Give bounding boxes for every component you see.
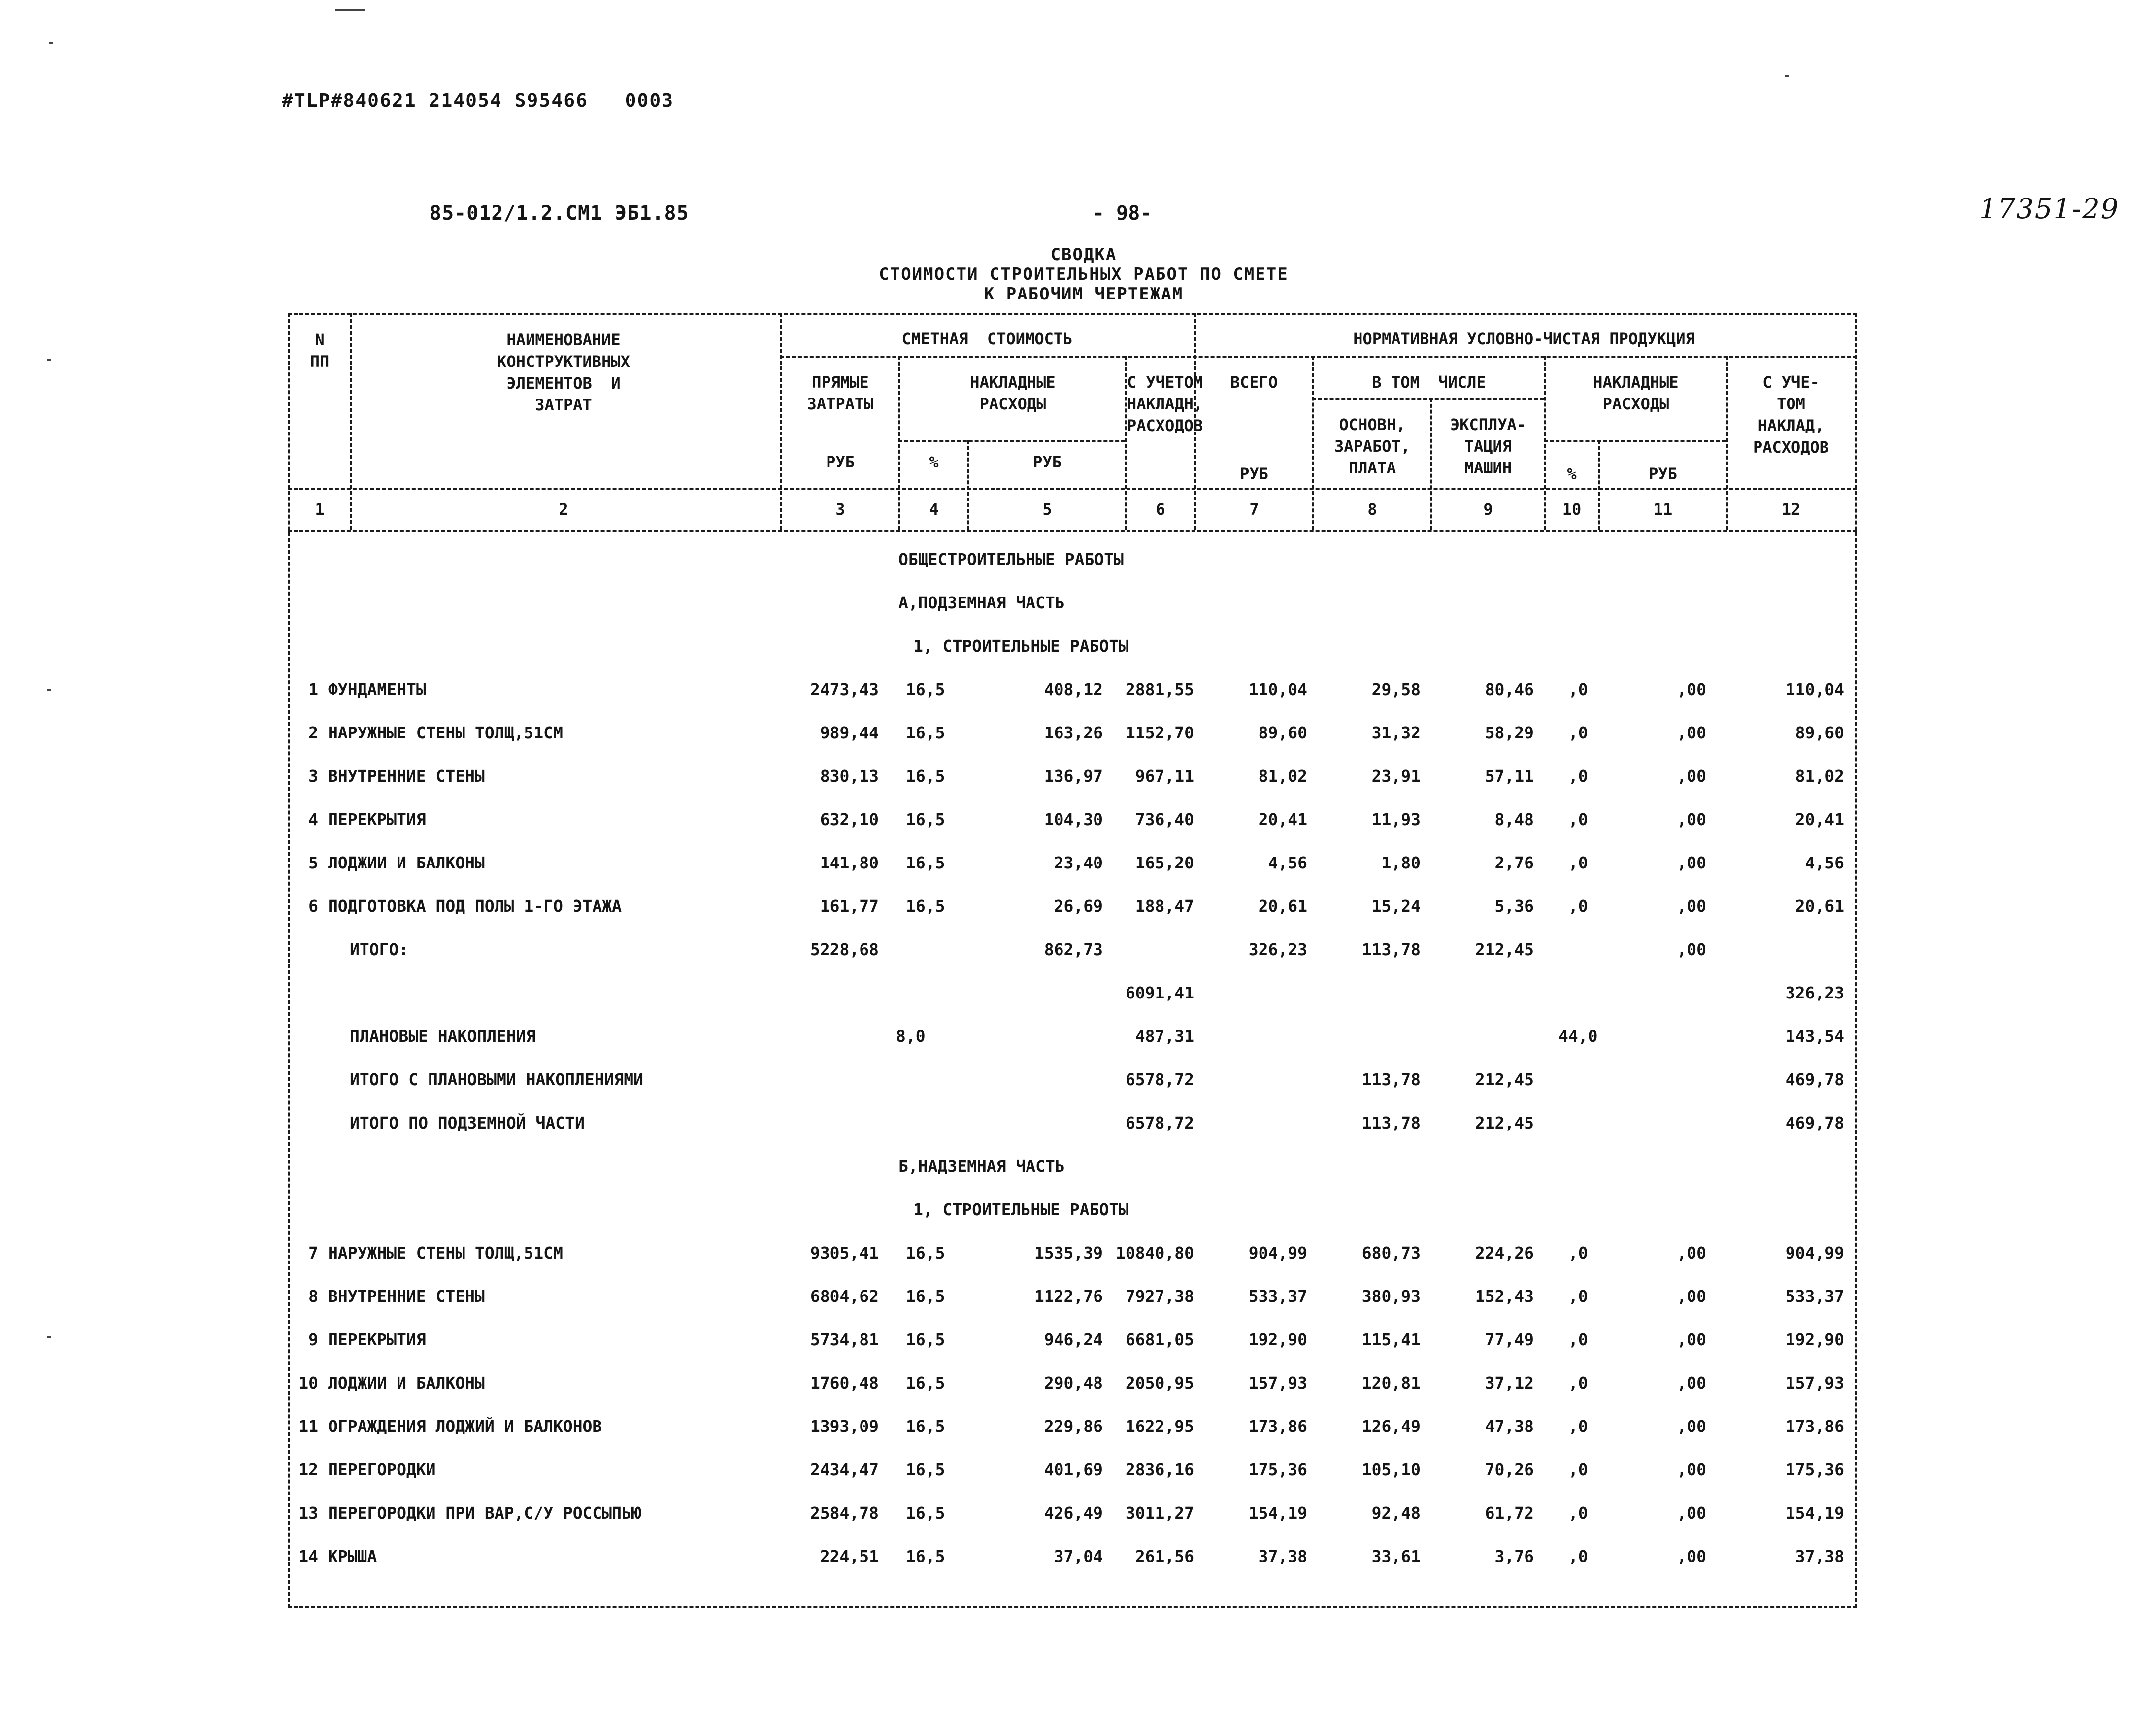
cell-c12: 173,86 xyxy=(1785,1417,1844,1436)
header-unit-rub: РУБ xyxy=(1033,453,1061,471)
title-line-2: СТОИМОСТИ СТРОИТЕЛЬНЫХ РАБОТ ПО СМЕТЕ xyxy=(879,265,1289,284)
cell-c11: ,00 xyxy=(1677,1243,1706,1263)
cell-c3: 141,80 xyxy=(820,853,879,872)
cell-c6: 188,47 xyxy=(1135,897,1194,916)
cell-c11: ,00 xyxy=(1677,897,1706,916)
cell-c12: 143,54 xyxy=(1785,1027,1844,1046)
cell-c12: 20,61 xyxy=(1795,897,1844,916)
cell-c10: 44,0 xyxy=(1559,1027,1598,1046)
cell-c8: 11,93 xyxy=(1371,810,1421,829)
cell-c6: 2836,16 xyxy=(1125,1460,1194,1479)
cell-c8: 33,61 xyxy=(1371,1547,1421,1566)
cell-c7: 154,19 xyxy=(1248,1503,1307,1523)
row-name: ИТОГО: xyxy=(350,940,409,959)
cell-c5: 290,48 xyxy=(1044,1373,1103,1393)
cell-c9: 8,48 xyxy=(1494,810,1534,829)
table-rule xyxy=(780,356,1857,358)
cell-c10: ,0 xyxy=(1568,1243,1588,1263)
header-basic-wage: ОСНОВН, ЗАРАБОТ, ПЛАТА xyxy=(1334,415,1411,477)
cell-c9: 212,45 xyxy=(1475,1113,1534,1132)
row-name: ПОДГОТОВКА ПОД ПОЛЫ 1-ГО ЭТАЖА xyxy=(328,897,622,916)
cell-c9: 224,26 xyxy=(1475,1243,1534,1263)
cell-c6: 1152,70 xyxy=(1125,723,1194,742)
cell-c6: 165,20 xyxy=(1135,853,1194,872)
cell-c12: 37,38 xyxy=(1795,1547,1844,1566)
cell-c12: 4,56 xyxy=(1805,853,1844,872)
cell-c7: 157,93 xyxy=(1248,1373,1307,1393)
cell-c5: 229,86 xyxy=(1044,1417,1103,1436)
cell-c4: 16,5 xyxy=(906,766,945,786)
cell-c11: ,00 xyxy=(1677,940,1706,959)
cell-c6: 6578,72 xyxy=(1125,1070,1194,1089)
cell-c8: 115,41 xyxy=(1361,1330,1421,1349)
cell-c3: 830,13 xyxy=(820,766,879,786)
table-rule xyxy=(1544,440,1726,442)
summary-table xyxy=(288,313,1857,1609)
row-name: ЛОДЖИИ И БАЛКОНЫ xyxy=(328,1373,485,1393)
cell-c5: 426,49 xyxy=(1044,1503,1103,1523)
cell-c8: 23,91 xyxy=(1371,766,1421,786)
cell-c9: 80,46 xyxy=(1485,680,1534,699)
cell-c12: 81,02 xyxy=(1795,766,1844,786)
cell-c3: 5734,81 xyxy=(810,1330,879,1349)
cell-c10: ,0 xyxy=(1568,810,1588,829)
row-name: ИТОГО С ПЛАНОВЫМИ НАКОПЛЕНИЯМИ xyxy=(350,1070,644,1089)
cell-c12: 110,04 xyxy=(1785,680,1844,699)
cell-c11: ,00 xyxy=(1677,680,1706,699)
row-name: НАРУЖНЫЕ СТЕНЫ ТОЛЩ,51СМ xyxy=(328,1243,563,1263)
cell-c5: 1122,76 xyxy=(1034,1287,1103,1306)
header-direct-costs: ПРЯМЫЕ ЗАТРАТЫ xyxy=(807,373,874,413)
cell-c11: ,00 xyxy=(1677,1547,1706,1566)
section-aboveground: Б,НАДЗЕМНАЯ ЧАСТЬ xyxy=(898,1157,1065,1176)
title-line-3: К РАБОЧИМ ЧЕРТЕЖАМ xyxy=(984,284,1184,304)
row-number: 13 xyxy=(299,1503,318,1523)
row-number: 4 xyxy=(308,810,318,829)
cell-c10: ,0 xyxy=(1568,1460,1588,1479)
cell-c8: 113,78 xyxy=(1361,1070,1421,1089)
column-number: 1 xyxy=(315,500,325,519)
cell-c8: 15,24 xyxy=(1371,897,1421,916)
header-n: N ПП xyxy=(310,331,330,371)
cell-c5: 136,97 xyxy=(1044,766,1103,786)
row-number: 12 xyxy=(299,1460,318,1479)
header-including: В ТОМ ЧИСЛЕ xyxy=(1372,373,1486,392)
cell-c10: ,0 xyxy=(1568,766,1588,786)
section-construction-works: 1, СТРОИТЕЛЬНЫЕ РАБОТЫ xyxy=(913,636,1129,656)
header-machine-operation: ЭКСПЛУА- ТАЦИЯ МАШИН xyxy=(1450,415,1526,477)
cell-c7: 20,41 xyxy=(1258,810,1307,829)
row-name: ПЕРЕКРЫТИЯ xyxy=(328,810,426,829)
row-name: ПЛАНОВЫЕ НАКОПЛЕНИЯ xyxy=(350,1027,536,1046)
cell-c3: 161,77 xyxy=(820,897,879,916)
cell-c3: 9305,41 xyxy=(810,1243,879,1263)
cell-c12: 154,19 xyxy=(1785,1503,1844,1523)
cell-c6: 487,31 xyxy=(1135,1027,1194,1046)
handwritten-mark: 17351-29 xyxy=(1979,193,2120,225)
cell-c8: 126,49 xyxy=(1361,1417,1421,1436)
cell-c11: ,00 xyxy=(1677,1460,1706,1479)
cell-c3: 6804,62 xyxy=(810,1287,879,1306)
row-number: 6 xyxy=(308,897,318,916)
row-number: 10 xyxy=(299,1373,318,1393)
table-rule xyxy=(288,313,290,1608)
cell-c10: ,0 xyxy=(1568,853,1588,872)
table-rule xyxy=(288,530,1857,532)
section-general-works: ОБЩЕСТРОИТЕЛЬНЫЕ РАБОТЫ xyxy=(898,550,1124,569)
cell-c6: 3011,27 xyxy=(1125,1503,1194,1523)
cell-c4: 16,5 xyxy=(906,810,945,829)
cell-c6: 2881,55 xyxy=(1125,680,1194,699)
column-number: 10 xyxy=(1562,500,1582,519)
row-name: ПЕРЕГОРОДКИ ПРИ ВАР,С/У РОССЫПЬЮ xyxy=(328,1503,641,1523)
cell-c11: ,00 xyxy=(1677,723,1706,742)
cell-c5: 23,40 xyxy=(1054,853,1103,872)
cell-c6: 6681,05 xyxy=(1125,1330,1194,1349)
cell-c9: 47,38 xyxy=(1485,1417,1534,1436)
cell-c12: 469,78 xyxy=(1785,1070,1844,1089)
cell-c6: 1622,95 xyxy=(1125,1417,1194,1436)
document-id: #TLP#840621 214054 S95466 0003 xyxy=(282,90,674,111)
header-unit-percent: % xyxy=(929,453,939,471)
cell-c8: 680,73 xyxy=(1361,1243,1421,1263)
row-name: ВНУТРЕННИЕ СТЕНЫ xyxy=(328,766,485,786)
cell-c3: 224,51 xyxy=(820,1547,879,1566)
cell-c10: ,0 xyxy=(1568,1547,1588,1566)
cell-c10: ,0 xyxy=(1568,897,1588,916)
section-underground: А,ПОДЗЕМНАЯ ЧАСТЬ xyxy=(898,593,1065,612)
cell-c6: 261,56 xyxy=(1135,1547,1194,1566)
cell-c7: 20,61 xyxy=(1258,897,1307,916)
cell-c5: 1535,39 xyxy=(1034,1243,1103,1263)
column-number: 11 xyxy=(1653,500,1673,519)
row-name: КРЫША xyxy=(328,1547,377,1566)
cell-c11: ,00 xyxy=(1677,1287,1706,1306)
cell-c8: 29,58 xyxy=(1371,680,1421,699)
document-reference: 85-012/1.2.СМ1 ЭБ1.85 xyxy=(430,202,689,225)
column-number: 2 xyxy=(559,500,568,519)
row-name: ОГРАЖДЕНИЯ ЛОДЖИЙ И БАЛКОНОВ xyxy=(328,1417,602,1436)
cell-c8: 113,78 xyxy=(1361,940,1421,959)
header-name: НАИМЕНОВАНИЕ КОНСТРУКТИВНЫХ ЭЛЕМЕНТОВ И ЗАТРАТ xyxy=(497,331,630,414)
cell-c4: 16,5 xyxy=(906,1373,945,1393)
cell-c7: 192,90 xyxy=(1248,1330,1307,1349)
cell-c9: 70,26 xyxy=(1485,1460,1534,1479)
cell-c4: 16,5 xyxy=(906,1417,945,1436)
cell-c7: 326,23 xyxy=(1248,940,1307,959)
column-number: 12 xyxy=(1781,500,1801,519)
cell-c8: 113,78 xyxy=(1361,1113,1421,1132)
scan-speck xyxy=(335,9,365,11)
page-number: - 98- xyxy=(1093,202,1152,225)
cell-c4: 16,5 xyxy=(906,897,945,916)
column-number: 3 xyxy=(835,500,845,519)
column-number: 9 xyxy=(1483,500,1493,519)
cell-c3: 989,44 xyxy=(820,723,879,742)
scan-speck xyxy=(47,689,51,691)
cell-c12: 175,36 xyxy=(1785,1460,1844,1479)
scan-speck xyxy=(47,359,51,361)
cell-c10: ,0 xyxy=(1568,680,1588,699)
column-number: 4 xyxy=(929,500,939,519)
cell-c9: 3,76 xyxy=(1494,1547,1534,1566)
scan-speck xyxy=(1785,75,1789,77)
cell-c10: ,0 xyxy=(1568,1417,1588,1436)
header-normative-production: НОРМАТИВНАЯ УСЛОВНО-ЧИСТАЯ ПРОДУКЦИЯ xyxy=(1353,330,1695,348)
row-number: 2 xyxy=(308,723,318,742)
header-unit-rub: РУБ xyxy=(1240,465,1268,483)
cell-c3: 2584,78 xyxy=(810,1503,879,1523)
cell-c12: 20,41 xyxy=(1795,810,1844,829)
header-estimated-cost: СМЕТНАЯ СТОИМОСТЬ xyxy=(901,330,1073,348)
cell-c11: ,00 xyxy=(1677,766,1706,786)
cell-c9: 5,36 xyxy=(1494,897,1534,916)
row-name: ИТОГО ПО ПОДЗЕМНОЙ ЧАСТИ xyxy=(350,1113,585,1132)
scan-speck xyxy=(49,42,53,44)
cell-c4: 16,5 xyxy=(906,1460,945,1479)
cell-c9: 152,43 xyxy=(1475,1287,1534,1306)
cell-c4: 16,5 xyxy=(906,1330,945,1349)
cell-c9: 57,11 xyxy=(1485,766,1534,786)
header-unit-rub: РУБ xyxy=(826,453,855,471)
cell-c7: 37,38 xyxy=(1258,1547,1307,1566)
cell-c8: 380,93 xyxy=(1361,1287,1421,1306)
header-norm-overhead: НАКЛАДНЫЕ РАСХОДЫ xyxy=(1593,373,1679,413)
cell-c10: ,0 xyxy=(1568,1287,1588,1306)
cell-c5: 26,69 xyxy=(1054,897,1103,916)
cell-c4: 16,5 xyxy=(906,853,945,872)
cell-c11: ,00 xyxy=(1677,1503,1706,1523)
cell-c3: 5228,68 xyxy=(810,940,879,959)
cell-c7: 81,02 xyxy=(1258,766,1307,786)
title-line-1: СВОДКА xyxy=(1050,245,1117,265)
table-rule xyxy=(1312,398,1544,400)
cell-c8: 120,81 xyxy=(1361,1373,1421,1393)
cell-c5: 37,04 xyxy=(1054,1547,1103,1566)
table-rule xyxy=(288,1606,1857,1608)
table-rule xyxy=(898,440,1125,442)
cell-c11: ,00 xyxy=(1677,1417,1706,1436)
row-number: 3 xyxy=(308,766,318,786)
cell-c5: 946,24 xyxy=(1044,1330,1103,1349)
row-name: ВНУТРЕННИЕ СТЕНЫ xyxy=(328,1287,485,1306)
header-overhead: НАКЛАДНЫЕ РАСХОДЫ xyxy=(970,373,1056,413)
row-name: ПЕРЕКРЫТИЯ xyxy=(328,1330,426,1349)
cell-c5: 104,30 xyxy=(1044,810,1103,829)
cell-c3: 2473,43 xyxy=(810,680,879,699)
cell-c12: 157,93 xyxy=(1785,1373,1844,1393)
cell-c9: 77,49 xyxy=(1485,1330,1534,1349)
cell-c5: 401,69 xyxy=(1044,1460,1103,1479)
row-number: 14 xyxy=(299,1547,318,1566)
header-unit-percent: % xyxy=(1567,465,1577,483)
table-rule xyxy=(288,488,1857,490)
cell-c7: 175,36 xyxy=(1248,1460,1307,1479)
cell-c11: ,00 xyxy=(1677,1330,1706,1349)
row-number: 8 xyxy=(308,1287,318,1306)
table-rule xyxy=(350,313,352,530)
cell-c3: 2434,47 xyxy=(810,1460,879,1479)
table-rule xyxy=(288,313,1857,315)
scan-speck xyxy=(47,1336,51,1338)
cell-c9: 212,45 xyxy=(1475,940,1534,959)
row-name: ПЕРЕГОРОДКИ xyxy=(328,1460,436,1479)
row-number: 11 xyxy=(299,1417,318,1436)
cell-c4: 16,5 xyxy=(906,1287,945,1306)
header-norm-with-overhead: С УЧЕ- ТОМ НАКЛАД, РАСХОДОВ xyxy=(1753,373,1829,457)
column-number: 8 xyxy=(1367,500,1377,519)
column-number: 6 xyxy=(1156,500,1165,519)
cell-c9: 37,12 xyxy=(1485,1373,1534,1393)
cell-c6: 6091,41 xyxy=(1125,983,1194,1002)
cell-c7: 904,99 xyxy=(1248,1243,1307,1263)
cell-c8: 31,32 xyxy=(1371,723,1421,742)
section-construction-works: 1, СТРОИТЕЛЬНЫЕ РАБОТЫ xyxy=(913,1200,1129,1219)
cell-c7: 110,04 xyxy=(1248,680,1307,699)
cell-c6: 7927,38 xyxy=(1125,1287,1194,1306)
cell-c11: ,00 xyxy=(1677,853,1706,872)
cell-c7: 173,86 xyxy=(1248,1417,1307,1436)
cell-c12: 904,99 xyxy=(1785,1243,1844,1263)
row-name: НАРУЖНЫЕ СТЕНЫ ТОЛЩ,51СМ xyxy=(328,723,563,742)
cell-c8: 1,80 xyxy=(1381,853,1421,872)
cell-c7: 533,37 xyxy=(1248,1287,1307,1306)
cell-c12: 326,23 xyxy=(1785,983,1844,1002)
row-name: ЛОДЖИИ И БАЛКОНЫ xyxy=(328,853,485,872)
cell-c4: 8,0 xyxy=(896,1027,926,1046)
cell-c12: 89,60 xyxy=(1795,723,1844,742)
row-number: 5 xyxy=(308,853,318,872)
cell-c6: 2050,95 xyxy=(1125,1373,1194,1393)
cell-c12: 533,37 xyxy=(1785,1287,1844,1306)
column-number: 5 xyxy=(1042,500,1052,519)
cell-c4: 16,5 xyxy=(906,1243,945,1263)
cell-c12: 192,90 xyxy=(1785,1330,1844,1349)
cell-c9: 2,76 xyxy=(1494,853,1534,872)
cell-c6: 6578,72 xyxy=(1125,1113,1194,1132)
cell-c4: 16,5 xyxy=(906,1547,945,1566)
header-total: ВСЕГО xyxy=(1230,373,1278,392)
cell-c6: 967,11 xyxy=(1135,766,1194,786)
cell-c3: 632,10 xyxy=(820,810,879,829)
cell-c4: 16,5 xyxy=(906,680,945,699)
cell-c3: 1760,48 xyxy=(810,1373,879,1393)
cell-c7: 89,60 xyxy=(1258,723,1307,742)
header-with-overhead: С УЧЕТОМ НАКЛАДН, РАСХОДОВ xyxy=(1127,373,1203,435)
cell-c4: 16,5 xyxy=(906,1503,945,1523)
cell-c11: ,00 xyxy=(1677,1373,1706,1393)
cell-c5: 163,26 xyxy=(1044,723,1103,742)
cell-c6: 10840,80 xyxy=(1116,1243,1194,1263)
cell-c3: 1393,09 xyxy=(810,1417,879,1436)
cell-c7: 4,56 xyxy=(1268,853,1307,872)
cell-c12: 469,78 xyxy=(1785,1113,1844,1132)
row-number: 1 xyxy=(308,680,318,699)
table-rule xyxy=(1855,313,1857,1608)
cell-c5: 408,12 xyxy=(1044,680,1103,699)
cell-c9: 58,29 xyxy=(1485,723,1534,742)
row-number: 9 xyxy=(308,1330,318,1349)
row-number: 7 xyxy=(308,1243,318,1263)
cell-c6: 736,40 xyxy=(1135,810,1194,829)
cell-c10: ,0 xyxy=(1568,723,1588,742)
cell-c4: 16,5 xyxy=(906,723,945,742)
cell-c10: ,0 xyxy=(1568,1373,1588,1393)
cell-c8: 105,10 xyxy=(1361,1460,1421,1479)
cell-c9: 61,72 xyxy=(1485,1503,1534,1523)
cell-c5: 862,73 xyxy=(1044,940,1103,959)
header-unit-rub: РУБ xyxy=(1649,465,1677,483)
cell-c11: ,00 xyxy=(1677,810,1706,829)
cell-c9: 212,45 xyxy=(1475,1070,1534,1089)
column-number: 7 xyxy=(1249,500,1259,519)
cell-c10: ,0 xyxy=(1568,1330,1588,1349)
cell-c8: 92,48 xyxy=(1371,1503,1421,1523)
cell-c10: ,0 xyxy=(1568,1503,1588,1523)
row-name: ФУНДАМЕНТЫ xyxy=(328,680,426,699)
